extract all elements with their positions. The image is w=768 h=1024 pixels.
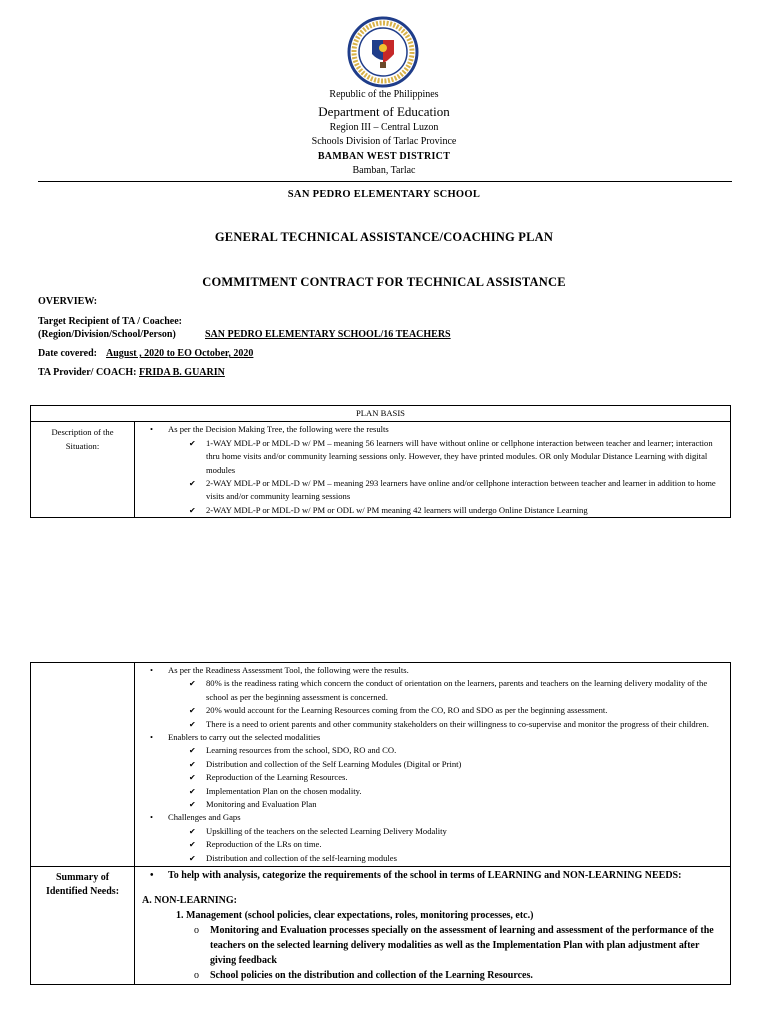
header-divider [38,181,732,182]
school-name: SAN PEDRO ELEMENTARY SCHOOL [287,189,481,200]
list-item: o School policies on the distribution and collection of the Learning Resources. [210,968,727,983]
list-item: • As per the Decision Making Tree, the following were the results ✔ 1-WAY MDL-P or MDL-D w/ PM – meaning 56 learners will have without online or cellphone interaction between teacher and learner; interaction thru home visits and/or community learning sessions only. However, they have printed modules. OR only Modular Distance Learning with digital modules ✔ 2-WAY MDL-P or MDL-D w/ PM – meaning 293 learners have online and/or cellphone interaction between teacher and learner in addition to home visits and/or community learning sessions ✔ 2-WAY MDL-P or MDL-D w/ PM or ODL w/ PM meaning 42 learners will undergo Online Distance Learning [168,423,727,517]
list-item: ✔ 2-WAY MDL-P or MDL-D w/ PM – meaning 293 learners have online and/or cellphone interaction between teacher and learner in addition to home visits and/or community learning sessions [206,477,727,504]
list-item: ✔ There is a need to orient parents and other community stakeholders on their willingness to co-supervise and monitor the progress of their children. [206,718,727,731]
empty-label-cell [31,663,135,867]
target-label: Target Recipient of TA / Coachee: [38,316,182,327]
plan-basis-table [30,405,731,518]
deped-seal [347,16,419,88]
assessment-cell [135,663,731,867]
needs-table [30,662,731,985]
list-item: ✔ 1-WAY MDL-P or MDL-D w/ PM – meaning 56 learners will have without online or cellphone interaction between teacher and learner; interaction thru home visits and/or community learning sessions only. However, they have printed modules. OR only Modular Distance Learning with digital modules [206,437,727,477]
provider-value: FRIDA B. GUARIN [139,367,225,378]
list-item: ✔ Reproduction of the LRs on time. [206,838,727,851]
department-name: Department of Education [318,104,450,119]
list-item: ✔ Implementation Plan on the chosen modality. [206,785,727,798]
section-a-heading: A. NON-LEARNING: [142,895,237,907]
list-item: o Monitoring and Evaluation processes specially on the assessment of learning and assessment of the performance of the teachers on the selected learning delivery modalities as well as the Implementation Plan with plan adjustment after giving feedback [210,923,727,968]
republic-text: Republic of the Philippines [329,89,439,100]
division-text: Schools Division of Tarlac Province [311,136,457,147]
provider-label: TA Provider/ COACH: [38,367,137,378]
plan-basis-header: PLAN BASIS [31,406,731,422]
list-item: ✔ Reproduction of the Learning Resources. [206,771,727,784]
list-item: ✔ Monitoring and Evaluation Plan [206,798,727,811]
list-item: ✔ 2-WAY MDL-P or MDL-D w/ PM or ODL w/ PM meaning 42 learners will undergo Online Distance Learning [206,504,727,517]
date-value: August , 2020 to EO October, 2020 [106,348,254,359]
description-cell [135,422,731,518]
list-item: ✔ Distribution and collection of the self-learning modules [206,852,727,865]
management-heading: 1. Management (school policies, clear expectations, roles, monitoring processes, etc.) [176,910,534,922]
list-item: ✔ 20% would account for the Learning Resources coming from the CO, RO and SDO as per the beginning assessment. [206,704,727,717]
summary-cell [135,867,731,985]
location-text: Bamban, Tarlac [352,165,416,176]
list-item: ✔ 80% is the readiness rating which concern the conduct of orientation on the learners, parents and teachers on the learning delivery modality of the school as per the beginning assessment is concerned. [206,677,727,704]
list-item: ✔ Upskilling of the teachers on the selected Learning Delivery Modality [206,825,727,838]
sub-title: COMMITMENT CONTRACT FOR TECHNICAL ASSISTANCE [202,275,566,289]
summary-label: Summary of Identified Needs: [31,867,135,985]
main-title: GENERAL TECHNICAL ASSISTANCE/COACHING PLAN [214,230,554,244]
target-sub-label: (Region/Division/School/Person) [38,329,176,340]
list-item: ✔ Learning resources from the school, SDO, RO and CO. [206,744,727,757]
list-item: • To help with analysis, categorize the requirements of the school in terms of LEARNING and NON-LEARNING NEEDS: [168,868,727,883]
list-item: • Challenges and Gaps ✔ Upskilling of the teachers on the selected Learning Delivery Modality ✔ Reproduction of the LRs on time. ✔ Distribution and collection of the self-learning modules [168,811,727,865]
region-text: Region III – Central Luzon [329,122,439,133]
district-text: BAMBAN WEST DISTRICT [317,151,451,162]
overview-label: OVERVIEW: [38,296,98,307]
list-item: • Enablers to carry out the selected modalities ✔ Learning resources from the school, SDO, RO and CO. ✔ Distribution and collection of the Self Learning Modules (Digital or Print) ✔ Reproduction of the Learning Resources. ✔ Implementation Plan on the chosen modality. ✔ Monitoring and Evaluation Plan [168,731,727,811]
date-label: Date covered: [38,348,97,359]
provider-row [38,367,225,378]
description-label: Description of the Situation: [31,422,135,518]
list-item: ✔ Distribution and collection of the Self Learning Modules (Digital or Print) [206,758,727,771]
list-item: • As per the Readiness Assessment Tool, the following were the results. ✔ 80% is the readiness rating which concern the conduct of orientation on the learners, parents and teachers on the learning delivery modality of the school as per the beginning assessment is concerned. ✔ 20% would account for the Learning Resources coming from the CO, RO and SDO as per the beginning assessment. ✔ There is a need to orient parents and other community stakeholders on their willingness to co-supervise and monitor the progress of their children. [168,664,727,731]
target-value: SAN PEDRO ELEMENTARY SCHOOL/16 TEACHERS [205,329,451,340]
